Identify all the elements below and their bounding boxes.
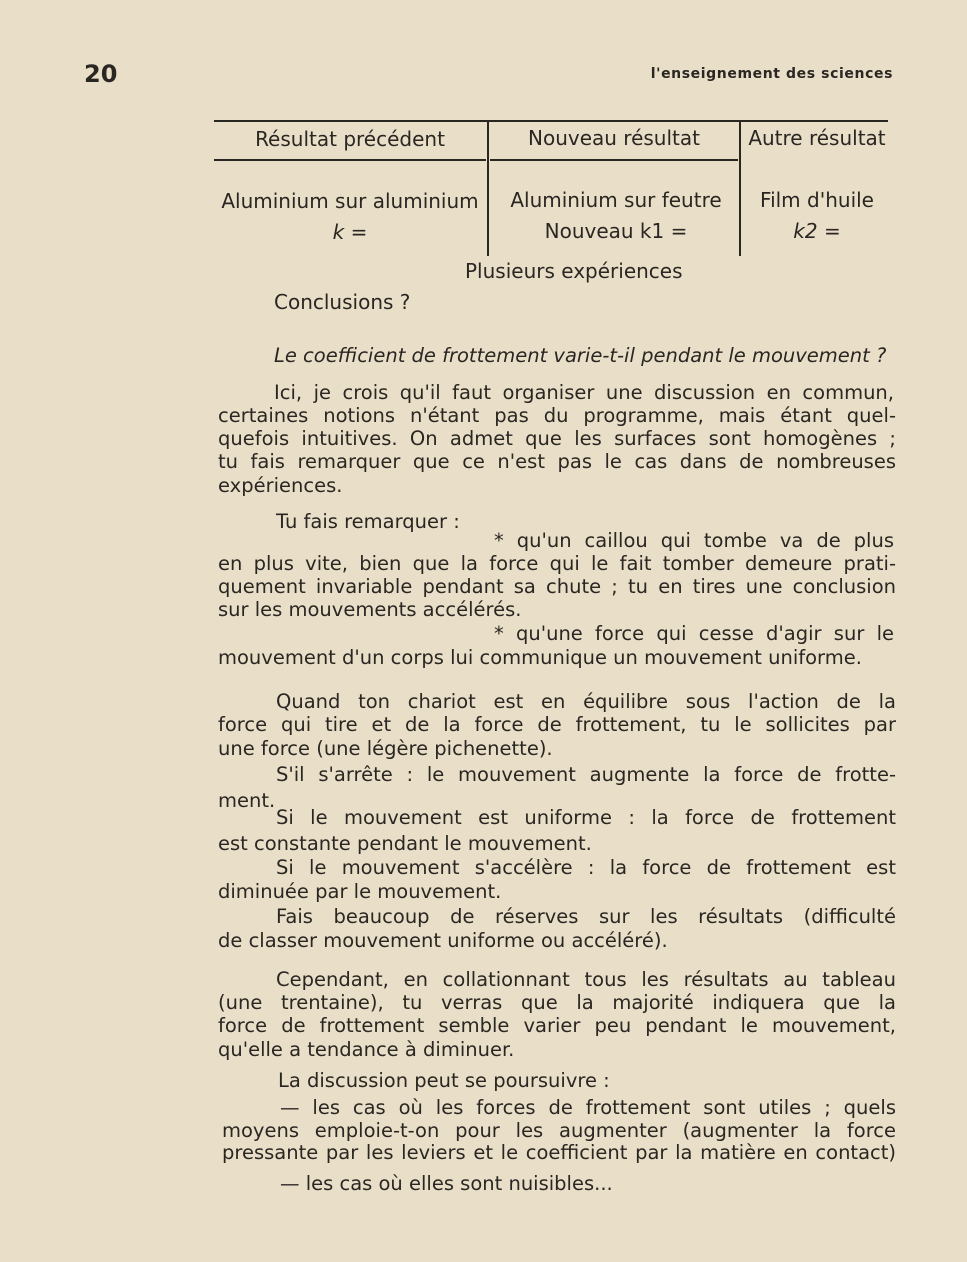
paragraph-line: ment.	[218, 789, 276, 812]
bullet-line: * qu'un caillou qui tombe va de plus	[494, 529, 894, 552]
table-cell-col2-row2: Nouveau k1 =	[544, 219, 688, 243]
paragraph-line: force de frottement semble varier peu pendant le mouvement,	[218, 1014, 896, 1037]
paragraph-line: Si le mouvement s'accélère : la force de frottement est	[276, 856, 896, 879]
paragraph-line: S'il s'arrête : le mouvement augmente la force de frotte-	[276, 763, 896, 786]
paragraph-line: expériences.	[218, 474, 343, 497]
paragraph-line: Fais beaucoup de réserves sur les résultats (difficulté	[276, 905, 896, 928]
paragraph-line: moyens emploie-t-on pour les augmenter (augmenter la force	[222, 1119, 896, 1142]
tu-fais-remarquer: Tu fais remarquer :	[276, 510, 460, 533]
plusieurs-experiences: Plusieurs expériences	[465, 259, 683, 283]
paragraph-line: force qui tire et de la force de frottement, tu le sollicites par	[218, 713, 896, 736]
paragraph-line: La discussion peut se poursuivre :	[278, 1069, 610, 1092]
table-top-rule	[214, 120, 888, 122]
table-divider-1	[487, 122, 489, 256]
table-cell-col2-row1: Aluminium sur feutre	[510, 188, 722, 212]
running-title: l'enseignement des sciences	[650, 66, 893, 82]
table-cell-col3-row1: Film d'huile	[760, 188, 874, 212]
paragraph-line: — les cas où les forces de frottement sont utiles ; quels	[280, 1096, 896, 1119]
paragraph-line: Ici, je crois qu'il faut organiser une discussion en commun,	[274, 381, 894, 404]
paragraph-line: — les cas où elles sont nuisibles...	[280, 1172, 613, 1195]
bullet-line: en plus vite, bien que la force qui le fait tomber demeure prati-	[218, 552, 896, 575]
table-header-col1: Résultat précédent	[255, 127, 445, 151]
table-header-col3: Autre résultat	[748, 126, 886, 150]
page-number: 20	[84, 60, 118, 88]
table-cell-col1-row2: k =	[332, 220, 368, 244]
paragraph-line: tu fais remarquer que ce n'est pas le cas dans de nombreuses	[218, 450, 896, 473]
bullet-line: * qu'une force qui cesse d'agir sur le	[494, 622, 894, 645]
paragraph-line: quefois intuitives. On admet que les surfaces sont homogènes ;	[218, 427, 896, 450]
paragraph-line: (une trentaine), tu verras que la majorité indiquera que la	[218, 991, 896, 1014]
paragraph-line: Quand ton chariot est en équilibre sous l'action de la	[276, 690, 896, 713]
table-header-col2: Nouveau résultat	[528, 126, 700, 150]
results-table	[214, 116, 890, 258]
bullet-line: mouvement d'un corps lui communique un mouvement uniforme.	[218, 646, 862, 669]
table-cell-col1-row1: Aluminium sur aluminium	[221, 189, 479, 213]
paragraph-line: est constante pendant le mouvement.	[218, 832, 592, 855]
paragraph-line: pressante par les leviers et le coefficient par la matière en contact)	[222, 1141, 896, 1164]
bullet-line: sur les mouvements accélérés.	[218, 598, 522, 621]
table-cell-col3-row2: k2 =	[793, 219, 841, 243]
paragraph-line: une force (une légère pichenette).	[218, 737, 553, 760]
paragraph-line: qu'elle a tendance à diminuer.	[218, 1038, 515, 1061]
paragraph-line: de classer mouvement uniforme ou accéléré).	[218, 929, 668, 952]
bullet-line: quement invariable pendant sa chute ; tu en tires une conclusion	[218, 575, 896, 598]
conclusions-label: Conclusions ?	[274, 290, 411, 314]
paragraph-line: certaines notions n'étant pas du programme, mais étant quel-	[218, 404, 896, 427]
paragraph-line: Cependant, en collationnant tous les résultats au tableau	[276, 968, 896, 991]
table-header-rule-1	[214, 159, 486, 161]
section-question: Le coefficient de frottement varie-t-il pendant le mouvement ?	[274, 344, 887, 367]
table-header-rule-2	[490, 159, 738, 161]
paragraph-line: Si le mouvement est uniforme : la force de frottement	[276, 806, 896, 829]
paragraph-line: diminuée par le mouvement.	[218, 880, 502, 903]
